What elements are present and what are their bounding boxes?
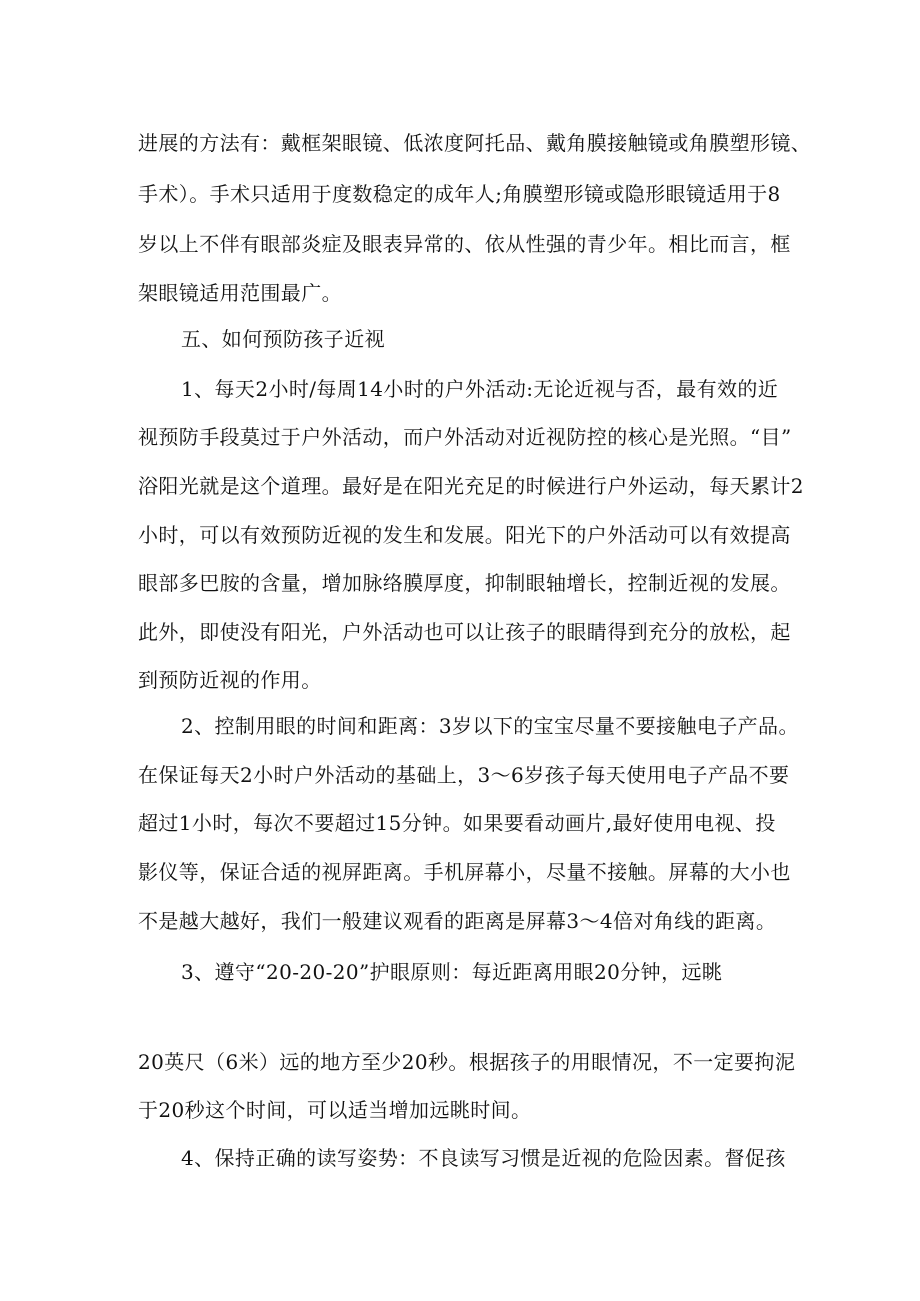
text-line: 浴阳光就是这个道理。最好是在阳光充足的时候进行户外运动，每天累计2: [138, 474, 804, 498]
text-line: 20英尺（6米）远的地方至少20秒。根据孩子的用眼情况，不一定要拘泥: [138, 1050, 796, 1074]
text-line: 岁以上不伴有眼部炎症及眼表异常的、依从性强的青少年。相比而言，框: [138, 232, 791, 256]
text-line: 手术）。手术只适用于度数稳定的成年人;角膜塑形镜或隐形眼镜适用于8: [138, 182, 781, 206]
text-line: 在保证每天2小时户外活动的基础上，3～6岁孩子每天使用电子产品不要: [138, 763, 790, 787]
text-line: 4、保持正确的读写姿势：不良读写习惯是近视的危险因素。督促孩: [181, 1146, 786, 1170]
text-line: 到预防近视的作用。: [138, 668, 322, 692]
text-line: 架眼镜适用范围最广。: [138, 281, 342, 305]
text-line: 于20秒这个时间，可以适当增加远眺时间。: [138, 1098, 532, 1122]
text-line: 2、控制用眼的时间和距离：3岁以下的宝宝尽量不要接触电子产品。: [181, 714, 799, 738]
text-line: 视预防手段莫过于户外活动，而户外活动对近视防控的核心是光照。“目”: [138, 425, 792, 449]
text-line: 超过1小时，每次不要超过15分钟。如果要看动画片,最好使用电视、投: [138, 811, 776, 835]
text-line: 进展的方法有：戴框架眼镜、低浓度阿托品、戴角膜接触镜或角膜塑形镜、: [138, 131, 812, 155]
text-line: 3、遵守“20-20-20”护眼原则：每近距离用眼20分钟，远眺: [181, 960, 723, 984]
text-line: 不是越大越好，我们一般建议观看的距离是屏幕3～4倍对角线的距离。: [138, 909, 777, 933]
section-heading: 五、如何预防孩子近视: [181, 327, 385, 351]
text-line: 1、每天2小时/每周14小时的户外活动:无论近视与否，最有效的近: [181, 377, 779, 401]
text-line: 此外，即使没有阳光，户外活动也可以让孩子的眼睛得到充分的放松，起: [138, 620, 791, 644]
text-line: 眼部多巴胺的含量，增加脉络膜厚度，抑制眼轴增长，控制近视的发展。: [138, 571, 791, 595]
text-line: 影仪等，保证合适的视屏距离。手机屏幕小，尽量不接触。屏幕的大小也: [138, 860, 791, 884]
text-line: 小时，可以有效预防近视的发生和发展。阳光下的户外活动可以有效提高: [138, 523, 791, 547]
